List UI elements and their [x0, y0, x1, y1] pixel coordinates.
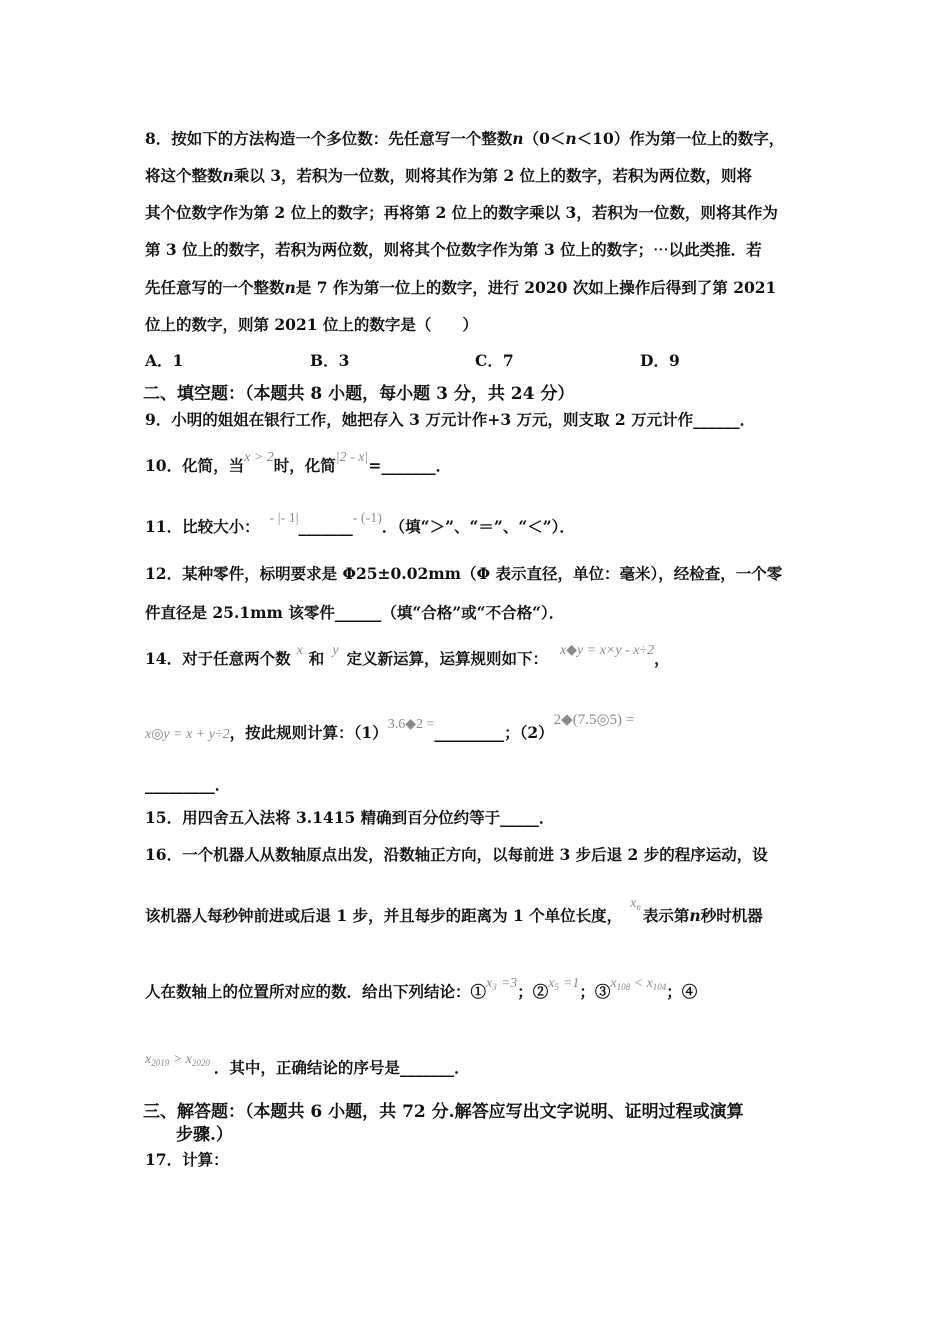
q16-text: ；④	[666, 982, 698, 1001]
q16-conclusion4	[145, 1052, 210, 1067]
section-answer-heading: 三、解答题：（本题共 6 小题，共 72 分.解答应写出文字说明、证明过程或演算	[143, 1102, 744, 1122]
q14-rule-diamond: x◆y = x×y - x÷2	[560, 643, 655, 658]
var-n: n	[512, 129, 524, 148]
q15: 15．用四舍五入法将 3.1415 精确到百分位约等于_____．	[145, 808, 555, 827]
var-n: n	[284, 278, 296, 297]
q9: 9．小明的姐姐在银行工作，她把存入 3 万元计作+3 万元，则支取 2 万元计作______．	[145, 410, 756, 429]
subscript: n	[636, 902, 641, 912]
q14-expr1: 3.6◆2 =	[387, 717, 435, 732]
q8-text: ＜10）作为第一位上的数字，	[576, 129, 785, 148]
q14-line2	[145, 712, 635, 745]
subscript: 104	[652, 982, 667, 992]
q11-left-expr: - |- 1|	[269, 511, 299, 526]
q14-text: 和	[308, 649, 325, 668]
var-x: x	[646, 976, 653, 991]
q10-answer-blank: =_______．	[368, 456, 452, 475]
q16-conclusion2	[548, 976, 579, 991]
section-fill-blank-heading: 二、填空题：（本题共 8 小题，每小题 3 分，共 24 分）	[143, 384, 575, 404]
q17: 17．计算：	[145, 1150, 229, 1169]
q14-blank2: _________．	[145, 775, 231, 794]
q8-text: 乘以 3，若积为一位数，则将其作为第 2 位上的数字，若积为两位数，则将	[233, 166, 753, 185]
q14-line1	[145, 643, 670, 671]
q14-blank1: _________	[434, 723, 505, 742]
q8-line1	[145, 129, 784, 149]
q11-right-expr: - (-1)	[352, 511, 382, 526]
q16-text: 秒时机器	[700, 906, 763, 925]
section-answer-heading-cont: 步骤.）	[176, 1125, 233, 1145]
q8-option-c: C．7	[475, 351, 514, 370]
q10-text: 10．化简，当	[145, 456, 245, 475]
q16-text: 该机器人每秒钟前进或后退 1 步，并且每步的距离为 1 个单位长度，	[145, 906, 623, 925]
var-n: n	[565, 129, 577, 148]
var-x: x	[145, 1052, 152, 1067]
var-x: x	[630, 896, 637, 911]
q8-text: 将这个整数	[145, 166, 223, 185]
q11-text: ．（填“＞”、“＝”、“＜”）．	[381, 517, 575, 536]
q14-rule-circle: x◎y = x + y÷2	[145, 727, 230, 742]
q11-text: 11．比较大小：	[145, 517, 260, 536]
q10-expression: |2 - x|	[335, 450, 369, 465]
q16-line2	[145, 896, 763, 928]
q16-text: ；③	[579, 982, 611, 1001]
q8-text: （0＜	[523, 129, 566, 148]
q8-text: 8．按如下的方法构造一个多位数：先任意写一个整数	[145, 129, 513, 148]
q8-line6: 位上的数字，则第 2021 位上的数字是（ ）	[145, 315, 478, 334]
q16-text: ．其中，正确结论的序号是_______．	[213, 1058, 470, 1077]
q14-text: 定义新运算，运算规则如下：	[346, 649, 549, 668]
operator: <	[633, 976, 644, 991]
var-x: x	[548, 976, 555, 991]
var-n: n	[222, 166, 234, 185]
q14-text: 14．对于任意两个数	[145, 649, 291, 668]
var-x: x	[185, 1052, 192, 1067]
q16-text: 人在数轴上的位置所对应的数．给出下列结论：①	[145, 982, 487, 1001]
q14-text: ，按此规则计算：（1）	[229, 723, 388, 742]
q11	[145, 511, 575, 539]
q14-text: ，	[654, 649, 670, 668]
q16-line1: 16．一个机器人从数轴原点出发，沿数轴正方向，以每前进 3 步后退 2 步的程序运动，设	[145, 845, 768, 864]
q12-line1: 12．某种零件，标明要求是 Φ25±0.02mm（Φ 表示直径，单位：毫米），经检查，一个零	[145, 564, 783, 583]
q16-conclusion3	[610, 976, 666, 991]
q8-option-b: B．3	[310, 351, 350, 370]
q16-text: ；②	[517, 982, 549, 1001]
q8-line2	[145, 166, 752, 186]
q8-line5	[145, 278, 776, 298]
q10	[145, 450, 452, 478]
q11-blank: _______	[298, 517, 353, 536]
var-x: x	[610, 976, 617, 991]
q8-option-a: A．1	[145, 351, 184, 370]
var-x: x	[296, 643, 303, 658]
q16-c1-value: =3	[500, 976, 518, 991]
q16-xn	[630, 896, 641, 911]
var-x: x	[486, 976, 493, 991]
subscript: 2020	[191, 1058, 210, 1068]
var-n: n	[689, 906, 701, 925]
q16-conclusion1	[486, 976, 517, 991]
q16-c2-value: =1	[562, 976, 580, 991]
var-y: y	[332, 643, 339, 658]
q16-text: 表示第	[642, 906, 690, 925]
subscript: 2019	[151, 1058, 170, 1068]
q10-text: 时，化简	[273, 456, 336, 475]
q8-line4: 第 3 位上的数字，若积为两位数，则将其个位数字作为第 3 位上的数字；⋯以此类推．若	[145, 240, 762, 259]
q16-line3	[145, 976, 698, 1004]
subscript: 3	[492, 982, 497, 992]
q8-text: 先任意写的一个整数	[145, 278, 285, 297]
subscript: 5	[554, 982, 559, 992]
q12-line2: 件直径是 25.1mm 该零件______（填“合格”或“不合格“）．	[145, 603, 565, 622]
q16-line4	[145, 1052, 470, 1080]
q8-option-d: D．9	[640, 351, 680, 370]
q14-expr2: 2◆(7.5◎5) =	[553, 712, 635, 728]
subscript: 108	[616, 982, 631, 992]
q10-condition: x > 2	[244, 450, 274, 465]
operator: >	[172, 1052, 183, 1067]
q8-line3: 其个位数字作为第 2 位上的数字；再将第 2 位上的数字乘以 3，若积为一位数，则将其作为	[145, 203, 778, 222]
q14-text: ；（2）	[504, 723, 554, 742]
q8-text: 是 7 作为第一位上的数字，进行 2020 次如上操作后得到了第 2021	[295, 278, 777, 297]
